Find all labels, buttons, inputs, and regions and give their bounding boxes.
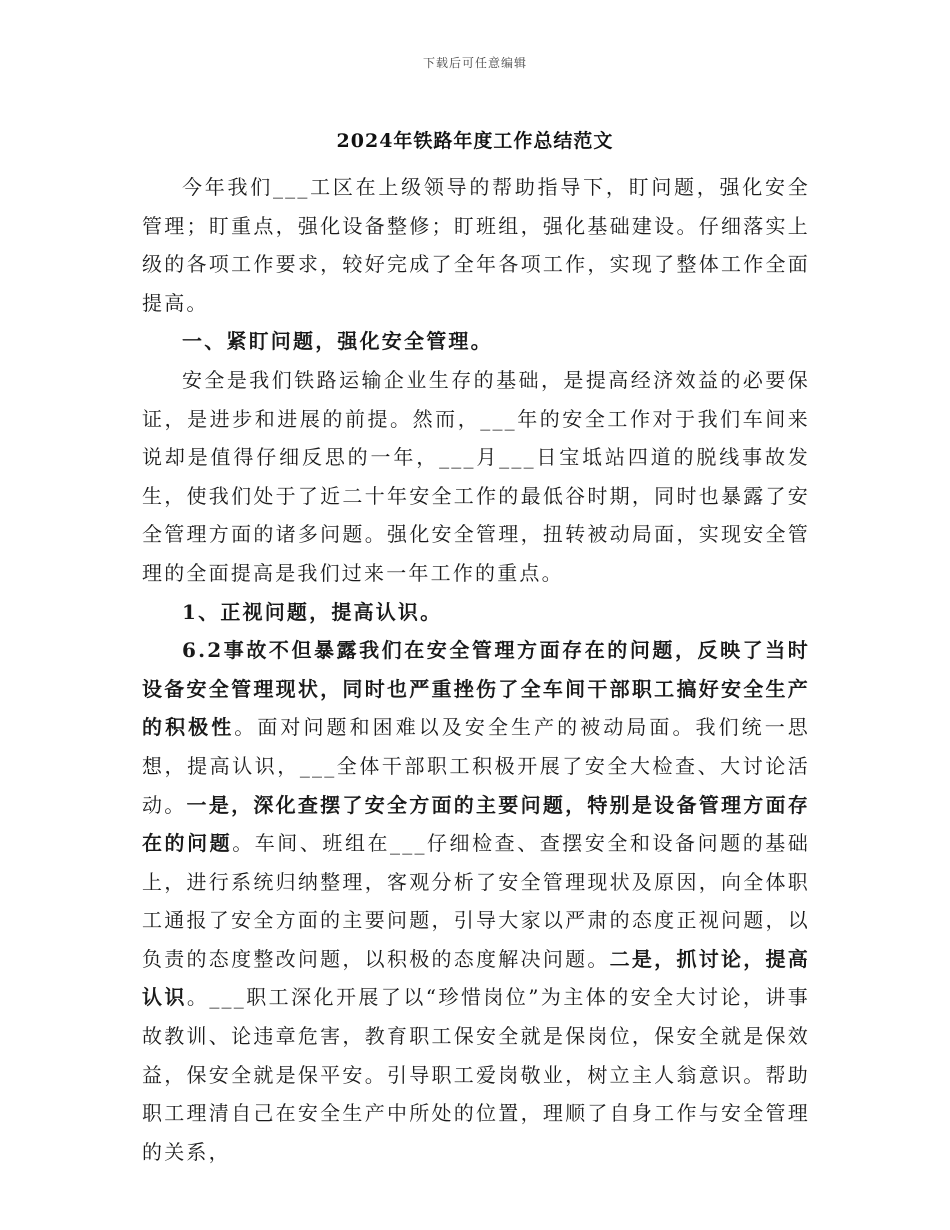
document-title: 2024年铁路年度工作总结范文 [336, 130, 614, 152]
bold-lead-text: 6.2事故不但暴露我们在安全管理方面存在的问题，反映了当时设备安全管理现状，同时也严重挫伤了全车间干部职工搞好安全生产的积极性 [142, 638, 810, 740]
download-note: 下载后可任意编辑 [422, 56, 527, 70]
body-text-2: 。车间、班组在___仔细检查、查摆安全和设备问题的基础上，进行系统归纳整理，客观分析了安全管理现状及原因，向全体职工通报了安全方面的主要问题，引导大家以严肃的态度正视问题，以负责的态度整改问题，以积极的态度解决问题。 [142, 831, 810, 971]
subsection-heading-1: 1、正视问题，提高认识。 [182, 599, 443, 624]
bold-point-2: 二是，抓讨论，提高认识 [142, 946, 810, 1010]
section-heading-1: 一、紧盯问题，强化安全管理。 [182, 329, 493, 354]
document-body [142, 168, 810, 1171]
bold-point-1: 一是，深化查摆了安全方面的主要问题，特别是设备管理方面存在的问题 [142, 792, 810, 856]
subsection-1-paragraph [142, 631, 810, 1171]
body-text-1: 。面对问题和困难以及安全生产的被动局面。我们统一思想，提高认识，___全体干部职工积极开展了安全大检查、大讨论活动。 [142, 715, 810, 817]
intro-paragraph: 今年我们___工区在上级领导的帮助指导下，盯问题，强化安全管理；盯重点，强化设备整修；盯班组，强化基础建设。仔细落实上级的各项工作要求，较好完成了全年各项工作，实现了整体工作全面提高。 [142, 175, 810, 315]
section-1-paragraph: 安全是我们铁路运输企业生存的基础，是提高经济效益的必要保证，是进步和进展的前提。然而，___年的安全工作对于我们车间来说却是值得仔细反思的一年，___月___日宝坻站四道的脱线事故发生，使我们处于了近二十年安全工作的最低谷时期，同时也暴露了安全管理方面的诸多问题。强化安全管理，扭转被动局面，实现安全管理的全面提高是我们过来一年工作的重点。 [142, 367, 810, 585]
body-text-3: 。___职工深化开展了以“珍惜岗位”为主体的安全大讨论，讲事故教训、论违章危害，教育职工保安全就是保岗位，保安全就是保效益，保安全就是保平安。引导职工爱岗敬业，树立主人翁意识。帮助职工理清自己在安全生产中所处的位置，理顺了自身工作与安全管理的关系， [142, 985, 811, 1164]
